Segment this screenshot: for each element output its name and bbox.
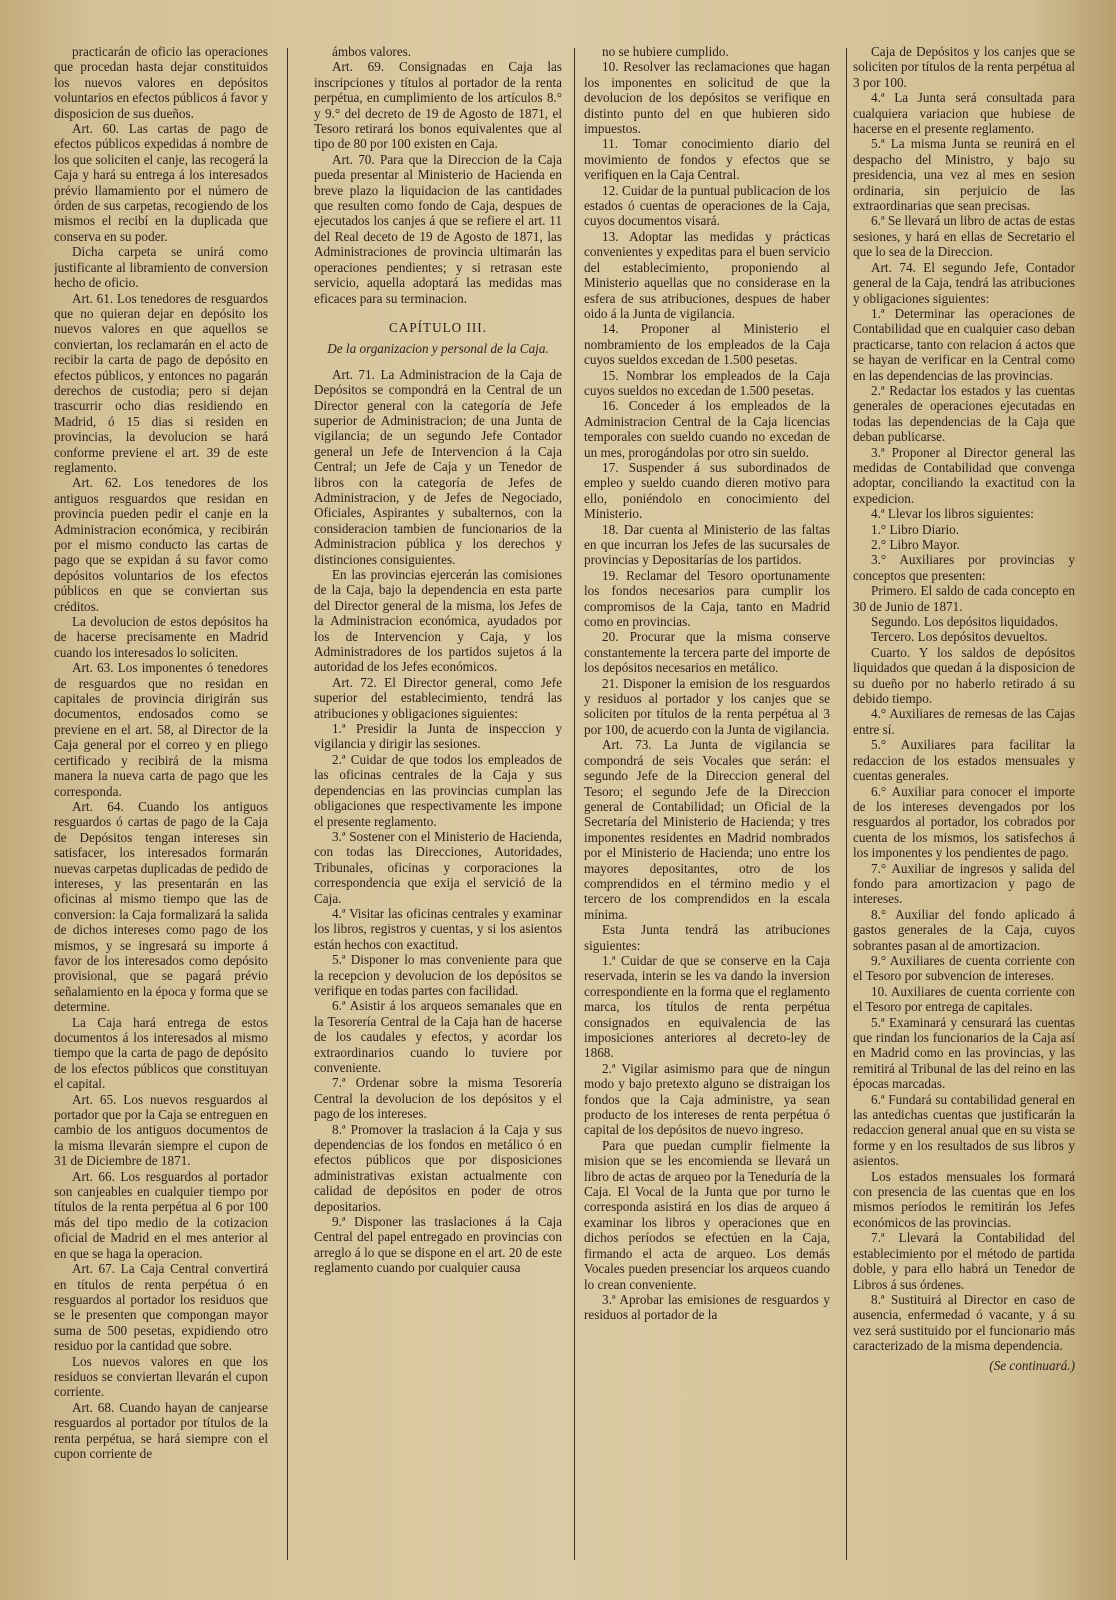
paragraph: 1.ª Presidir la Junta de inspeccion y vigilancia y dirigir las sesiones. bbox=[314, 721, 562, 752]
library-stamp bbox=[720, 1490, 1060, 1580]
text-column-2 bbox=[314, 44, 562, 1564]
paragraph: 6.° Auxiliar para conocer el importe de los intereses devengados por los resguardos al portador, los cobrados por cuenta de los mismos, los satisfechos á los imponentes y los pendientes de pago. bbox=[853, 783, 1075, 861]
paragraph: 8.ª Sustituirá al Director en caso de ausencia, enfermedad ó vacante, y á su vez será sustituido por el funcionario más caracterizado de la misma dependencia. bbox=[853, 1291, 1075, 1354]
paragraph: 3.ª Sostener con el Ministerio de Hacienda, con todas las Direcciones, Autoridades, Tribunales, oficinas y corporaciones la correspondencia que exija el servició de la Caja. bbox=[314, 828, 562, 906]
paragraph: Art. 72. El Director general, como Jefe superior del establecimiento, tendrá las atribuciones y obligaciones siguientes: bbox=[314, 674, 562, 721]
paragraph: 4.° Auxiliares de remesas de las Cajas entre sí. bbox=[853, 706, 1075, 737]
paragraph: 6.ª Se llevará un libro de actas de estas sesiones, y hará en ellas de Secretario el que lo sea de la Direccion. bbox=[853, 213, 1075, 260]
paragraph: Art. 65. Los nuevos resguardos al portador que por la Caja se entreguen en cambio de los antiguos documentos de la misma llevarán siempre el cupon de 31 de Diciembre de 1871. bbox=[54, 1091, 268, 1169]
paragraph: La Caja hará entrega de estos documentos á los interesados al mismo tiempo que la carta de pago de depósito de los efectos públicos que constituyan el capital. bbox=[54, 1014, 268, 1092]
paragraph: Esta Junta tendrá las atribuciones siguientes: bbox=[584, 922, 830, 953]
chapter-subheading: De la organizacion y personal de la Caja. bbox=[327, 341, 549, 357]
paragraph: 7.° Auxiliar de ingresos y salida del fondo para amortizacion y pago de intereses. bbox=[853, 860, 1075, 907]
paragraph: 8.° Auxiliar del fondo aplicado á gastos generales de la Caja, cuyos sobrantes pasan al de amortizacion. bbox=[853, 906, 1075, 953]
text-column-4 bbox=[853, 44, 1075, 1564]
paragraph: 2.° Libro Mayor. bbox=[871, 537, 960, 552]
paragraph: Art. 64. Cuando los antiguos resguardos ó cartas de pago de la Caja de Depósitos tengan intereses sin satisfacer, los interesados formarán nuevas carpetas duplicadas de pedido de intereses, y las presentarán en las oficinas al mismo tiempo que las de conversion: la Caja formalizará la salida de dichos intereses como pago de los mismos, y se ingresará su importe á favor de los interesados como depósito provisional, que se pagará prévio señalamiento en la época y forma que se determine. bbox=[54, 798, 268, 1015]
paragraph: 12. Cuidar de la puntual publicacion de los estados ó cuentas de operaciones de la Caja, cuyos documentos visará. bbox=[584, 182, 830, 229]
paragraph: 6.ª Asistir á los arqueos semanales que en la Tesorería Central de la Caja han de hacerse de los caudales y efectos, y acordar los extraordinarios cuando lo tuviere por conveniente. bbox=[314, 998, 562, 1075]
paragraph: Art. 62. Los tenedores de los antiguos resguardos que residan en provincia pueden pedir el canje en la Administracion económica, y recibirán por el mismo conducto las cartas de pago que se expidan á su favor como depósitos voluntarios de los efectos públicos en que se conviertan sus créditos. bbox=[54, 475, 268, 614]
paragraph: En las provincias ejercerán las comisiones de la Caja, bajo la dependencia en esta parte del Director general de la misma, los Jefes de la Administracion económica, ayudados por los de Intervencion y Caja, y los Administradores de los partidos sujetos á la autoridad de los Jefes económicos. bbox=[314, 567, 562, 675]
paragraph: 7.ª Llevará la Contabilidad del establecimiento por el método de partida doble, y para ello habrá un Tenedor de Libros á sus órdenes. bbox=[853, 1230, 1075, 1292]
chapter-heading: CAPÍTULO III. bbox=[389, 319, 487, 335]
paragraph: Para que puedan cumplir fielmente la mision que se les encomienda se llevará un libro de actas de arqueo por la Teneduría de la Caja. El Vocal de la Junta que por turno le corresponda asistirá en los dias de arqueo á examinar los libros y operaciones que en dichos períodos se efectúen en la Caja, firmando el acta de arqueo. Los demás Vocales pueden presenciar los arqueos cuando lo crean conveniente. bbox=[584, 1137, 830, 1292]
paragraph: Los nuevos valores en que los residuos se conviertan llevarán el cupon corriente. bbox=[54, 1353, 268, 1400]
paragraph: 16. Conceder á los empleados de la Administracion Central de la Caja licencias temporales con sueldo cuando no excedan de un mes, prorogándolas por otro sin sueldo. bbox=[584, 398, 830, 460]
column-4-text bbox=[853, 44, 1075, 1354]
text-column-3 bbox=[584, 44, 830, 1564]
paragraph: 1.ª Cuidar de que se conserve en la Caja reservada, interin se les va dando la inversion correspondiente en la forma que el reglamento marca, los títulos de renta perpétua consignados en equivalencia de las imposiciones anteriores al decreto-ley de 1868. bbox=[584, 952, 830, 1061]
paragraph: 18. Dar cuenta al Ministerio de las faltas en que incurran los Jefes de las sucursales de provincias y Depositarías de los partidos. bbox=[584, 521, 830, 568]
paragraph: Art. 73. La Junta de vigilancia se compondrá de seis Vocales que serán: el segundo Jefe de la Direccion general del Tesoro; el segundo Jefe de la Direccion general de Contabilidad; un Oficial de la Secretaría del Ministerio de Hacienda; y tres imponentes residentes en Madrid nombrados por el Ministerio de Hacienda; uno entre los mayores depositantes, otro de los comprendidos en el término medio y el tercero de los comprendidos en la escala mínima. bbox=[584, 737, 830, 922]
paragraph: 14. Proponer al Ministerio el nombramiento de los empleados de la Caja cuyos sueldos excedan de 1.500 pesetas. bbox=[584, 321, 830, 368]
paragraph: 3.ª Proponer al Director general las medidas de Contabilidad que convenga adoptar, conciliando la exactitud con la expedicion. bbox=[853, 444, 1075, 506]
paragraph: Art. 67. La Caja Central convertirá en títulos de renta perpétua ó en resguardos al portador los residuos que se le presenten que compongan mayor suma de 500 pesetas, expidiendo otro residuo por la cantidad que sobre. bbox=[54, 1261, 268, 1354]
paragraph: 1.° Libro Diario. bbox=[871, 521, 960, 537]
paragraph: 9.° Auxiliares de cuenta corriente con el Tesoro por subvencion de intereses. bbox=[853, 952, 1075, 984]
paragraph: 4.ª Llevar los libros siguientes: bbox=[871, 506, 1034, 522]
paragraph: 5.° Auxiliares para facilitar la redaccion de los estados mensuales y cuentas generales. bbox=[853, 737, 1075, 784]
paragraph: Art. 61. Los tenedores de resguardos que no quieran dejar en depósito los nuevos valores en que aquellos se conviertan, los reclamarán en el acto de recibir la carta de pago de depósito en efectos públicos, y entonces no pagarán derechos de custodia; pero si dejan trascurrir ocho dias residiendo en Madrid, ó 15 dias si residen en provincias, la devolucion se hará conforme previene el art. 39 de este reglamento. bbox=[54, 290, 268, 475]
paragraph: 4.ª Visitar las oficinas centrales y examinar los libros, registros y cuentas, y si los asientos están hechos con exactitud. bbox=[314, 905, 562, 952]
column-rule bbox=[574, 48, 575, 1560]
paragraph: 13. Adoptar las medidas y prácticas convenientes y expeditas para el buen servicio del establecimiento, proponiendo al Ministerio aquellas que no considerase en la esfera de sus atribuciones, despues de haber oido á la Junta de vigilancia. bbox=[584, 228, 830, 321]
paragraph: Caja de Depósitos y los canjes que se soliciten por títulos de la renta perpétua al 3 por 100. bbox=[853, 44, 1075, 90]
paragraph: 5.ª Examinará y censurará las cuentas que rindan los funcionarios de la Caja así en Madrid como en las provincias, y las remitirá al Tribunal de las del reino en las épocas marcadas. bbox=[853, 1014, 1075, 1092]
paragraph: La devolucion de estos depósitos ha de hacerse precisamente en Madrid cuando los interesados lo soliciten. bbox=[54, 614, 268, 660]
paragraph: 1.ª Determinar las operaciones de Contabilidad que en cualquier caso deban practicarse, tanto con relacion á actos que se hayan de verificar en la Central como en las dependencias de las provincias. bbox=[853, 305, 1075, 383]
paragraph: 20. Procurar que la misma conserve constantemente la tercera parte del importe de los depósitos necesarios en metálico. bbox=[584, 629, 830, 676]
paragraph: 17. Suspender á sus subordinados de empleo y sueldo cuando dieren motivo para ello, poniéndolo en conocimiento del Ministerio. bbox=[584, 459, 830, 522]
paragraph: Los estados mensuales los formará con presencia de las cuentas que en los mismos períodos le remitirán los Jefes económicos de las provincias. bbox=[853, 1168, 1075, 1230]
paragraph: Segundo. Los depósitos liquidados. bbox=[871, 614, 1059, 630]
paragraph: Art. 68. Cuando hayan de canjearse resguardos al portador por títulos de la renta perpétua, se hará siempre con el cupon corriente de bbox=[54, 1399, 268, 1461]
paragraph: 15. Nombrar los empleados de la Caja cuyos sueldos no excedan de 1.500 pesetas. bbox=[584, 367, 830, 398]
paragraph: 2.ª Vigilar asimismo para que de ningun modo y bajo pretexto alguno se distraigan los fondos que la Caja administre, ya sean producto de los intereses de renta perpétua ó capital de los depósitos de nuevo ingreso. bbox=[584, 1060, 830, 1138]
paragraph: Art. 66. Los resguardos al portador son canjeables en cualquier tiempo por títulos de la renta perpétua al 6 por 100 más del tipo medio de la cotizacion oficial de Madrid en el mes anterior al en que se haga la operacion. bbox=[54, 1168, 268, 1261]
paragraph: Art. 60. Las cartas de pago de efectos públicos expedidas á nombre de los que soliciten el canje, las recogerá la Caja y hará su entrega á los interesados prévio llamamiento por el número de órden de sus carpetas, recogiendo de los mismos el recibí en la duplicada que conserva en su poder. bbox=[54, 121, 268, 244]
paragraph: Art. 74. El segundo Jefe, Contador general de la Caja, tendrá las atribuciones y obligaciones siguientes: bbox=[853, 259, 1075, 306]
paragraph: Art. 71. La Administracion de la Caja de Depósitos se compondrá en la Central de un Director general con la categoría de Jefe superior de Administracion; de una Junta de vigilancia; de un segundo Jefe Contador general un Jefe de Intervencion á la Caja Central; un Jefe de Caja y un Tenedor de libros con la categoría de Jefes de Administracion, y de Jefes de Negociado, Oficiales, Aspirantes y subalternos, con la consideracion tambien de funcionarios de la Administracion pública y los derechos y distinciones consiguientes. bbox=[314, 366, 562, 567]
paragraph: Art. 63. Los imponentes ó tenedores de resguardos que no residan en capitales de provincia dirigirán sus documentos, endosados como se previene en el art. 58, al Director de la Caja general por el correo y en pliego certificado y recibirá de la misma manera la nueva carta de pago que les corresponda. bbox=[54, 660, 268, 799]
paragraph: Cuarto. Y los saldos de depósitos liquidados que quedan á la disposicion de su dueño por no haberlo retirado á su debido tiempo. bbox=[853, 644, 1075, 707]
text-column-1 bbox=[54, 44, 268, 1564]
paragraph: ámbos valores. bbox=[332, 44, 412, 59]
paragraph: 19. Reclamar del Tesoro oportunamente los fondos necesarios para cumplir los compromisos de la Caja, tanto en Madrid como en provincias. bbox=[584, 567, 830, 630]
paragraph: 3.° Auxiliares por provincias y conceptos que presenten: bbox=[853, 552, 1075, 583]
column-2-top-text bbox=[314, 44, 562, 306]
column-rule bbox=[846, 48, 847, 1560]
column-rule bbox=[287, 48, 288, 1560]
paragraph: Art. 70. Para que la Direccion de la Caja pueda presentar al Ministerio de Hacienda en breve plazo la liquidacion de las cantidades que resulten como fondo de Caja, despues de ejecutados los canjes á que se refiere el art. 11 del Real deceto de 19 de Agosto de 1871, las Administraciones de provincia ultimarán las operaciones pendientes; y si retrasan este servicio, aquella adoptará las medidas mas eficaces para su terminacion. bbox=[314, 151, 562, 306]
continuation-note: (Se continuará.) bbox=[989, 1357, 1075, 1373]
paragraph: 10. Resolver las reclamaciones que hagan los imponentes en solicitud de que la devolucion de los depósitos se verifique en distinto punto del en que hubieren sido impuestos. bbox=[584, 59, 830, 137]
paragraph: 2.ª Cuidar de que todos los empleados de las oficinas centrales de la Caja y sus dependencias en las provincias cumplan las obligaciones que respectivamente les impone el presente reglamento. bbox=[314, 751, 562, 829]
paragraph: 6.ª Fundará su contabilidad general en las antedichas cuentas que justificarán la redaccion general anual que en su vista se forme y en los resultados de sus libros y asientos. bbox=[853, 1091, 1075, 1169]
paragraph: Art. 69. Consignadas en Caja las inscripciones y títulos al portador de la renta perpétua, en cumplimiento de los artículos 8.° y 9.° del decreto de 19 de Agosto de 1871, el Tesoro retirará los bonos equivalentes que al tipo de 80 por 100 existen en Caja. bbox=[314, 59, 562, 152]
paragraph: 21. Disponer la emision de los resguardos y residuos al portador y los canjes que se soliciten por títulos de la renta perpétua al 3 por 100, de acuerdo con la Junta de vigilancia. bbox=[584, 675, 830, 737]
paragraph: 9.ª Disponer las traslaciones á la Caja Central del papel entregado en provincias con arreglo á lo que se dispone en el art. 20 de este reglamento cuando por cualquier causa bbox=[314, 1214, 562, 1276]
paragraph: 11. Tomar conocimiento diario del movimiento de fondos y efectos que se verifiquen en la Caja Central. bbox=[584, 136, 830, 183]
paragraph: 5.ª Disponer lo mas conveniente para que la recepcion y devolucion de los depósitos se verifique en todas partes con facilidad. bbox=[314, 952, 562, 998]
paragraph: Tercero. Los depósitos devueltos. bbox=[871, 629, 1048, 645]
paragraph: 2.ª Redactar los estados y las cuentas generales de operaciones ejecutadas en todas las dependencias de la Caja que deban publicarse. bbox=[853, 382, 1075, 445]
paragraph: 7.ª Ordenar sobre la misma Tesorería Central la devolucion de los depósitos y el pago de los intereses. bbox=[314, 1075, 562, 1122]
paragraph: Primero. El saldo de cada concepto en 30 de Junio de 1871. bbox=[853, 583, 1075, 614]
paragraph: 5.ª La misma Junta se reunirá en el despacho del Ministro, y bajo su presidencia, una vez al mes en sesion ordinaria, sin perjuicio de las extraordinarias que sean precisas. bbox=[853, 136, 1075, 214]
paragraph: 4.ª La Junta será consultada para cualquiera variacion que hubiese de hacerse en el presente reglamento. bbox=[853, 90, 1075, 137]
paragraph: practicarán de oficio las operaciones que procedan hasta dejar constituidos los nuevos valores en depósitos voluntarios en efectos públicos á favor y disposicion de sus dueños. bbox=[54, 44, 268, 121]
paragraph: no se hubiere cumplido. bbox=[602, 44, 729, 59]
paragraph: 3.ª Aprobar las emisiones de resguardos y residuos al portador de la bbox=[584, 1291, 830, 1323]
paragraph: 10. Auxiliares de cuenta corriente con el Tesoro por entrega de capitales. bbox=[853, 983, 1075, 1015]
paragraph: Dicha carpeta se unirá como justificante al libramiento de conversion hecho de oficio. bbox=[54, 244, 268, 291]
column-2-bottom-text bbox=[314, 367, 562, 1276]
paragraph: 8.ª Promover la traslacion á la Caja y sus dependencias de los fondos en metálico ó en efectos públicos que por disposiciones administrativas existan actualmente con calidad de depósitos en poder de otros depositarios. bbox=[314, 1121, 562, 1214]
